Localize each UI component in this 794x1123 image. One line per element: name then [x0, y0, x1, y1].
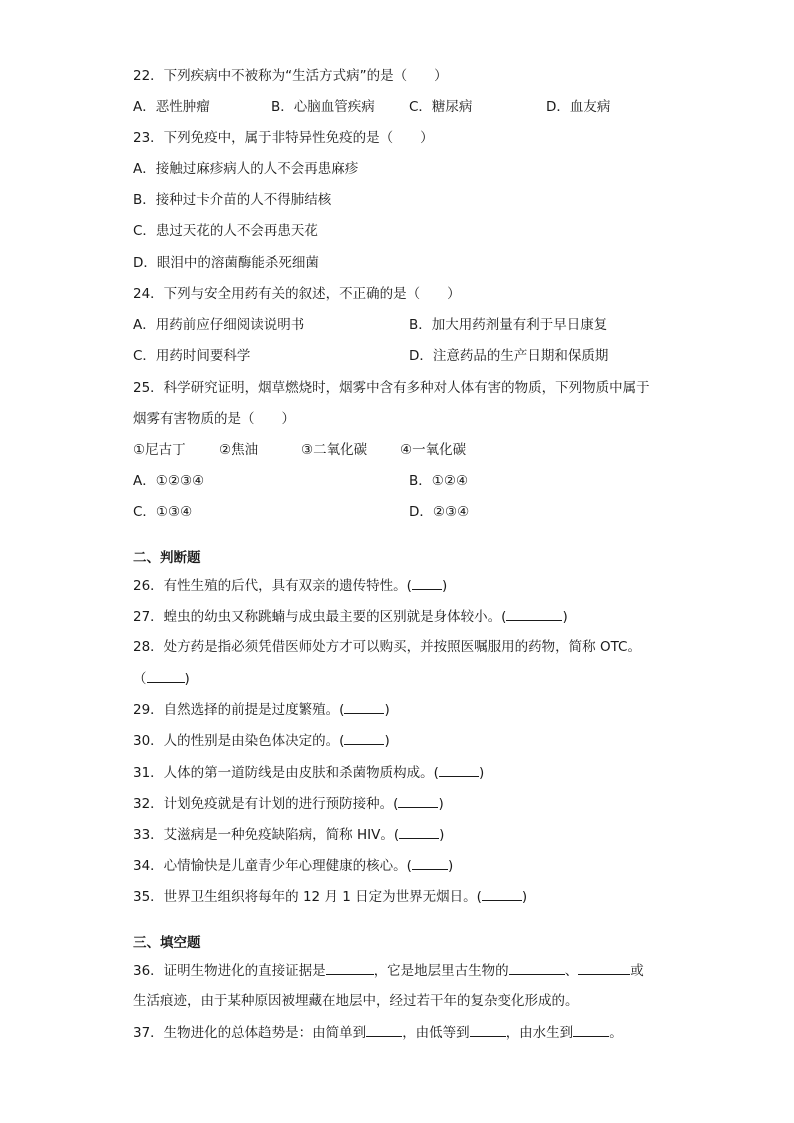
- question-text: 33．艾滋病是一种免疫缺陷病，简称 HIV。(: [133, 827, 400, 843]
- option: D．血友病: [546, 99, 611, 115]
- option: C．患过天花的人不会再患天花: [133, 223, 318, 239]
- question-end: ): [562, 609, 568, 625]
- question-text: 34．心情愉快是儿童青少年心理健康的核心。(: [133, 858, 412, 874]
- question-28: [133, 637, 641, 657]
- option: A．①②③④: [133, 473, 205, 489]
- question-26: [133, 575, 447, 595]
- answer-blank[interactable]: [439, 762, 479, 777]
- question-start: （: [133, 671, 147, 687]
- question-text: 26．有性生殖的后代，具有双亲的遗传特性。(: [133, 578, 412, 594]
- answer-blank[interactable]: [366, 1022, 402, 1037]
- item: ①尼古丁: [133, 442, 186, 458]
- question-text: 37．生物进化的总体趋势是：由简单到: [133, 1025, 367, 1041]
- question-29: [133, 699, 390, 719]
- answer-blank[interactable]: [412, 575, 442, 590]
- question-end: ): [438, 796, 444, 812]
- answer-blank[interactable]: [147, 668, 185, 683]
- option: C．①③④: [133, 504, 193, 520]
- question-35: [133, 886, 527, 906]
- answer-blank[interactable]: [573, 1022, 609, 1037]
- question-22-stem: 22．下列疾病中不被称为“生活方式病”的是（ ）: [133, 68, 448, 84]
- question-text: 32．计划免疫就是有计划的进行预防接种。(: [133, 796, 399, 812]
- option: C．用药时间要科学: [133, 348, 251, 364]
- question-end: ): [521, 889, 528, 905]
- answer-blank[interactable]: [326, 960, 374, 975]
- question-end: ): [447, 858, 454, 874]
- answer-blank[interactable]: [470, 1022, 506, 1037]
- question-text: 、: [564, 963, 579, 979]
- question-end: ): [478, 765, 485, 781]
- answer-blank[interactable]: [344, 730, 384, 745]
- section-title: 二、判断题: [133, 550, 201, 566]
- question-text: 30．人的性别是由染色体决定的。(: [133, 733, 345, 749]
- option: B．接种过卡介苗的人不得肺结核: [133, 192, 332, 208]
- question-25-stem-cont: 烟雾有害物质的是（ ）: [133, 411, 295, 427]
- section-title: 三、填空题: [133, 935, 201, 951]
- answer-blank[interactable]: [399, 824, 439, 839]
- question-text: ，由水生到: [505, 1025, 574, 1041]
- answer-blank[interactable]: [578, 960, 630, 975]
- question-text: 或: [630, 963, 644, 979]
- question-end: ): [384, 702, 390, 718]
- answer-blank[interactable]: [344, 699, 384, 714]
- question-31: [133, 762, 484, 782]
- option: A．恶性肿瘤: [133, 99, 210, 115]
- answer-blank[interactable]: [412, 855, 448, 870]
- question-end: ): [384, 733, 390, 749]
- question-27: [133, 606, 568, 626]
- option: D．注意药品的生产日期和保质期: [409, 348, 609, 364]
- question-text: 27．蝗虫的幼虫又称跳蝻与成虫最主要的区别就是身体较小。(: [133, 609, 507, 625]
- item: ④一氧化碳: [400, 442, 467, 458]
- question-33: [133, 824, 444, 844]
- option: D．②③④: [409, 504, 470, 520]
- answer-blank[interactable]: [482, 886, 522, 901]
- option: B．心脑血管疾病: [271, 99, 375, 115]
- question-25-stem: 25．科学研究证明，烟草燃烧时，烟雾中含有多种对人体有害的物质，下列物质中属于: [133, 380, 650, 396]
- question-32: [133, 793, 444, 813]
- answer-blank[interactable]: [398, 793, 438, 808]
- question-23-stem: 23．下列免疫中，属于非特异性免疫的是（ ）: [133, 130, 434, 146]
- question-text: 29．自然选择的前提是过度繁殖。(: [133, 702, 345, 718]
- question-30: [133, 730, 390, 750]
- answer-blank[interactable]: [509, 960, 565, 975]
- question-text: 。: [609, 1025, 623, 1041]
- option: D．眼泪中的溶菌酶能杀死细菌: [133, 255, 319, 271]
- question-end: ): [184, 671, 190, 687]
- option: B．加大用药剂量有利于早日康复: [409, 317, 608, 333]
- question-text: ，它是地层里古生物的: [373, 963, 509, 979]
- option: A．接触过麻疹病人的人不会再患麻疹: [133, 161, 359, 177]
- question-28-cont: [133, 668, 190, 688]
- item: ②焦油: [219, 442, 259, 458]
- question-36-cont: 生活痕迹，由于某种原因被埋藏在地层中，经过若干年的复杂变化形成的。: [133, 993, 579, 1009]
- question-text: 36．证明生物进化的直接证据是: [133, 963, 326, 979]
- item: ③二氧化碳: [301, 442, 368, 458]
- question-34: [133, 855, 453, 875]
- question-36: [133, 960, 644, 980]
- question-end: ): [441, 578, 448, 594]
- option: C．糖尿病: [409, 99, 473, 115]
- option: B．①②④: [409, 473, 469, 489]
- question-text: ，由低等到: [402, 1025, 470, 1041]
- option: A．用药前应仔细阅读说明书: [133, 317, 305, 333]
- question-37: [133, 1022, 623, 1042]
- question-end: ): [439, 827, 445, 843]
- question-text: 35．世界卫生组织将每年的 12 月 1 日定为世界无烟日。(: [133, 889, 482, 905]
- question-text: 28．处方药是指必须凭借医师处方才可以购买，并按照医嘱服用的药物，简称 OTC。: [133, 639, 641, 655]
- question-text: 31．人体的第一道防线是由皮肤和杀菌物质构成。(: [133, 765, 439, 781]
- question-24-stem: 24．下列与安全用药有关的叙述，不正确的是（ ）: [133, 286, 461, 302]
- answer-blank[interactable]: [506, 606, 562, 621]
